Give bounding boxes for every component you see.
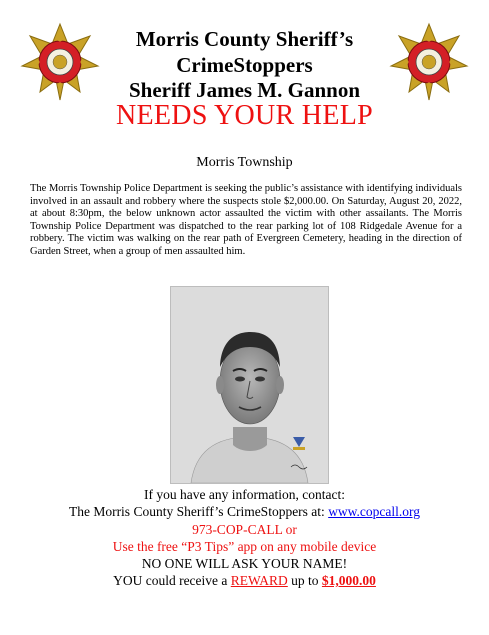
anonymity-notice: NO ONE WILL ASK YOUR NAME! — [141, 556, 348, 571]
reward-amount: $1,000.00 — [321, 573, 376, 588]
suspect-sketch-image — [170, 286, 329, 484]
reward-word: REWARD — [230, 573, 288, 588]
reward-prefix: YOU could receive a — [113, 573, 231, 588]
contact-org-line — [0, 504, 489, 520]
reward-mid: up to — [287, 573, 322, 588]
incident-description: The Morris Township Police Department is seeking the public’s assistance with identifying individuals involved in an assault and robbery where the suspects stole $2,000.00. On Saturday, August 20, 2022, at about 8:30pm, the below unknown actor assaulted the victim with other assailants. The Morris Township Police Department was dispatched to the rear parking lot of 108 Ridgedale Avenue for a robbery. The victim was walking on the rear path of Evergreen Cemetery, heading in the direction of Garden Street, when a group of men assaulted him. — [30, 183, 462, 257]
contact-org-text: The Morris County Sheriff’s CrimeStoppers at: — [68, 504, 329, 519]
header-line-2: CrimeStoppers — [176, 53, 313, 77]
reward-line — [0, 573, 489, 589]
location-heading: Morris Township — [196, 155, 293, 170]
headline: NEEDS YOUR HELP — [115, 100, 374, 131]
sheriff-name: Sheriff James M. Gannon — [129, 78, 360, 102]
contact-intro: If you have any information, contact: — [144, 487, 345, 502]
app-instructions: Use the free “P3 Tips” app on any mobile device — [112, 539, 377, 554]
website-link[interactable]: www.copcall.org — [328, 504, 421, 519]
header-line-1: Morris County Sheriff’s — [135, 27, 354, 51]
phone-number: 973-COP-CALL or — [192, 522, 297, 537]
